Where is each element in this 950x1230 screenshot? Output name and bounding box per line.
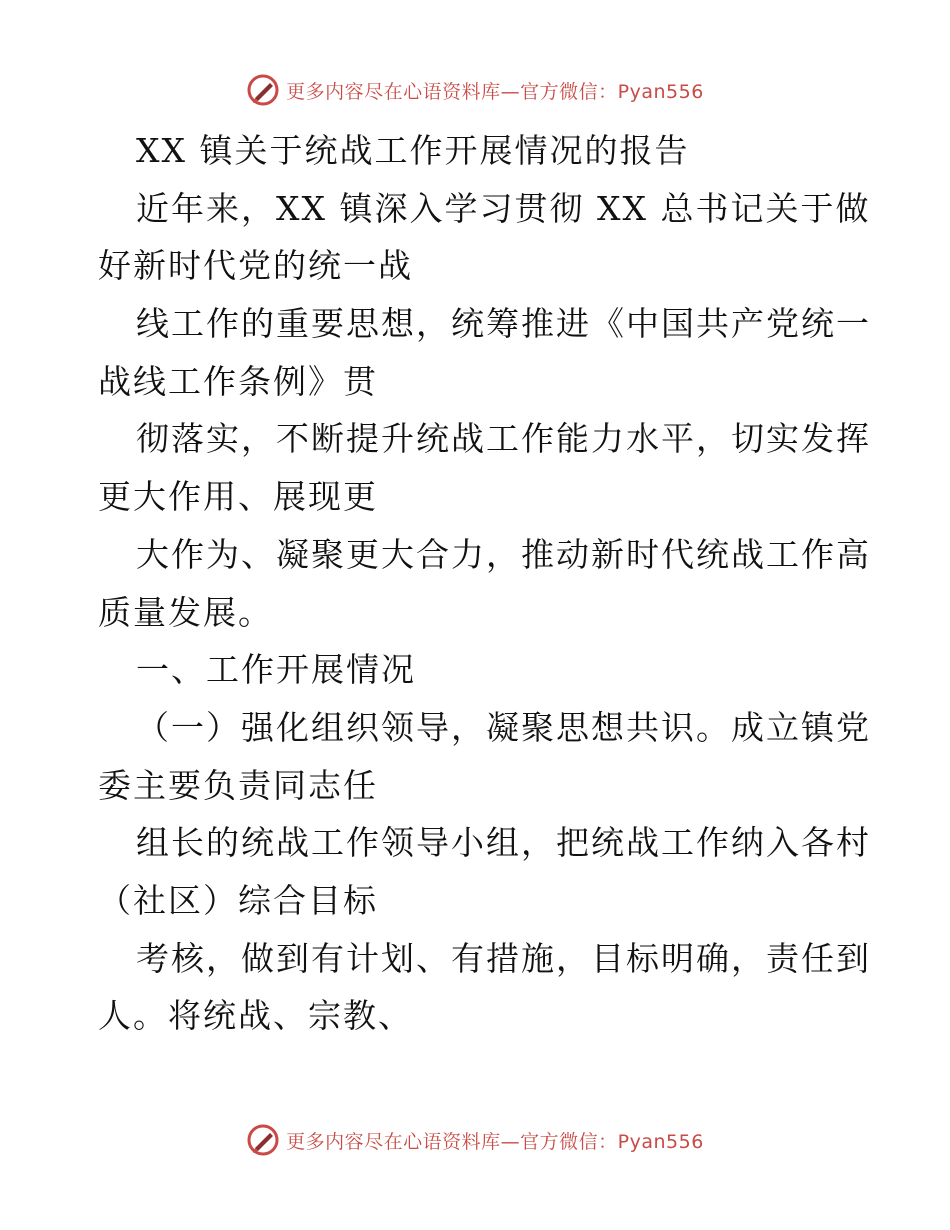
paragraph-line: 质量发展。 [98, 592, 273, 632]
watermark-text: 更多内容尽在心语资料库—官方微信：Pyan556 [286, 1130, 704, 1153]
paragraph-line: 人。将统战、宗教、 [98, 996, 413, 1036]
paragraph-line: 更大作用、展现更 [98, 477, 378, 517]
paragraph-line: （一）强化组织领导，凝聚思想共识。成立镇党 [136, 707, 871, 747]
paragraph-line: 线工作的重要思想，统筹推进《中国共产党统一 [136, 304, 871, 344]
pen-logo-icon [246, 73, 280, 107]
paragraph-line: 彻落实，不断提升统战工作能力水平，切实发挥 [136, 419, 871, 459]
document-body [98, 122, 871, 1045]
paragraph-line: 战线工作条例》贯 [98, 361, 378, 401]
paragraph-line: 组长的统战工作领导小组，把统战工作纳入各村 [136, 823, 871, 863]
paragraph-line: 近年来，XX 镇深入学习贯彻 XX 总书记关于做 [136, 188, 871, 228]
watermark-footer [0, 1120, 950, 1160]
pen-logo-icon [246, 1123, 280, 1157]
watermark-header [0, 70, 950, 110]
paragraph-line: （社区）综合目标 [98, 880, 378, 920]
section-heading: 一、工作开展情况 [136, 650, 416, 690]
paragraph-line: 大作为、凝聚更大合力，推动新时代统战工作高 [136, 534, 871, 574]
watermark-text: 更多内容尽在心语资料库—官方微信：Pyan556 [286, 80, 704, 103]
paragraph-line: 委主要负责同志任 [98, 765, 378, 805]
paragraph-line: 好新时代党的统一战 [98, 246, 413, 286]
paragraph-line: 考核，做到有计划、有措施，目标明确，责任到 [136, 938, 871, 978]
document-title: XX 镇关于统战工作开展情况的报告 [136, 131, 690, 170]
